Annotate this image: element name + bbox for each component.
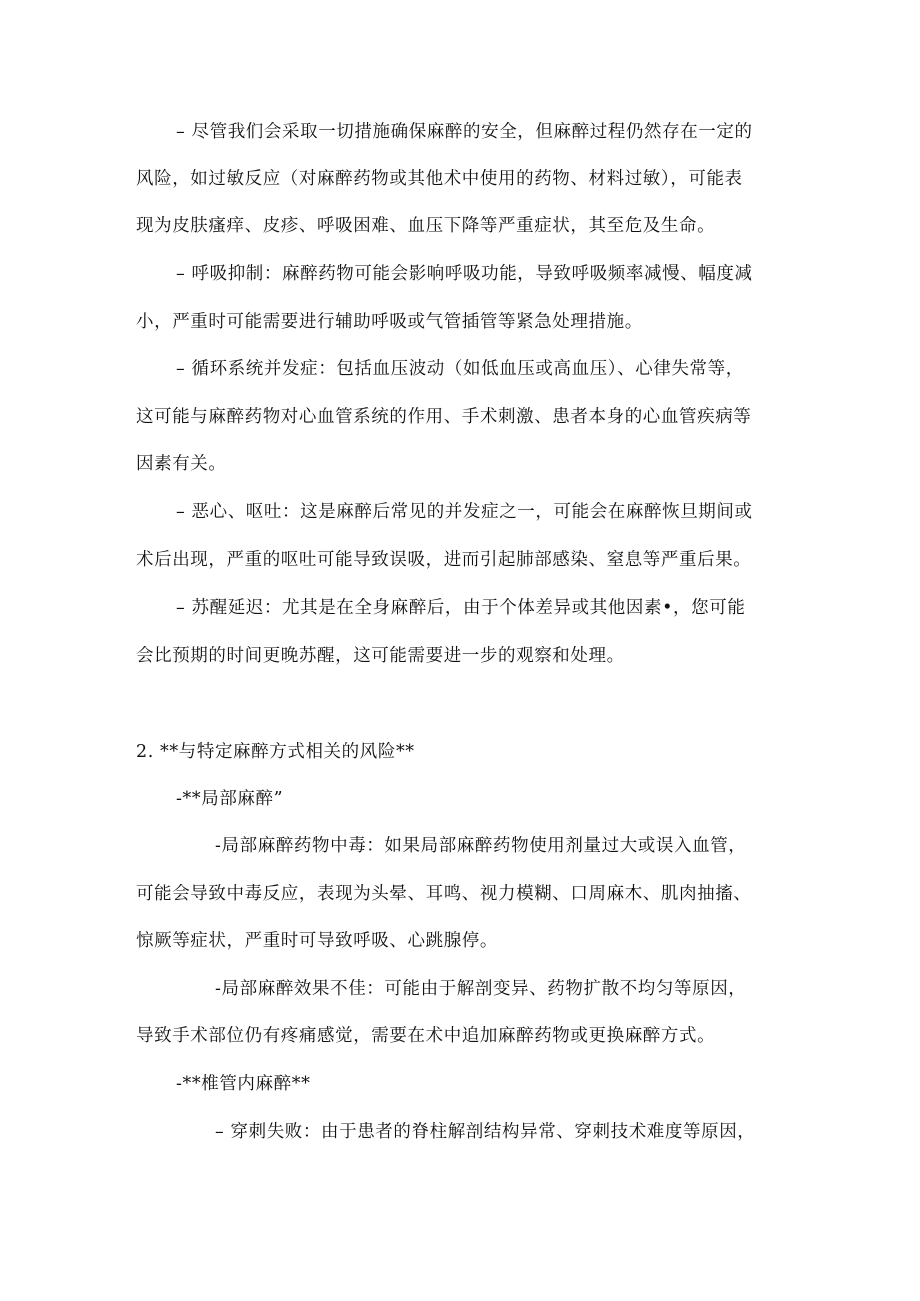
puncture-failure-line-1: – 穿刺失败：由于患者的脊柱解剖结构异常、穿刺技术难度等原因， — [215, 1122, 756, 1142]
allergy-line-2: 风险，如过敏反应（对麻醉药物或其他术中使用的药物、材料过敏），可能表 — [136, 169, 743, 189]
nausea-line-2: 术后出现，严重的呕吐可能导致误吸，进而引起肺部感染、窒息等严重后果。 — [136, 550, 752, 570]
local-ineffective-line-1: -局部麻醉效果不佳：可能由于解剖变异、药物扩散不均匀等原因， — [215, 979, 747, 999]
circulatory-line-2: 这可能与麻醉药物对心血管系统的作用、手术刺激、患者本身的心血管疾病等 — [136, 407, 752, 427]
respiratory-line-1: – 呼吸抑制：麻醉药物可能会影响呼吸功能，导致呼吸频率减慢、幅度减 — [176, 264, 753, 284]
respiratory-line-2: 小，严重时可能需要进行辅助呼吸或气管插管等紧急处理措施。 — [136, 312, 643, 332]
circulatory-line-3: 因素有关。 — [136, 454, 227, 474]
local-toxicity-line-2: 可能会导致中毒反应，表现为头晕、耳鸣、视力模糊、口周麻木、肌肉抽搐、 — [136, 884, 752, 904]
allergy-line-1: – 尽管我们会采取一切措施确保麻醉的安全，但麻醉过程仍然存在一定的 — [176, 122, 753, 142]
local-ineffective-line-2: 导致手术部位仍有疼痛感觉，需要在术中追加麻醉药物或更换麻醉方式。 — [136, 1026, 716, 1046]
local-anesthesia-heading: -**局部麻醉” — [176, 789, 284, 809]
delayed-recovery-line-1: – 苏醒延迟：尤其是在全身麻醉后，由于个体差异或其他因素•，您可能 — [176, 598, 746, 618]
section-2-heading: 2. **与特定麻醉方式相关的风险** — [136, 742, 415, 762]
circulatory-line-1: – 循环系统并发症：包括血压波动（如低血压或高血压）、心律失常等， — [176, 359, 744, 379]
allergy-line-3: 现为皮肤瘙痒、皮疹、呼吸困难、血压下降等严重症状，其至危及生命。 — [136, 216, 716, 236]
nausea-line-1: – 恶心、呕吐：这是麻醉后常见的并发症之一，可能会在麻醉恢旦期间或 — [176, 502, 753, 522]
intraspinal-anesthesia-heading: -**椎管内麻醉** — [176, 1074, 311, 1094]
local-toxicity-line-1: -局部麻醉药物中毒：如果局部麻醉药物使用剂量过大或误入血管， — [215, 836, 747, 856]
delayed-recovery-line-2: 会比预期的时间更晚苏醒，这可能需要进一步的观察和处理。 — [136, 646, 625, 666]
local-toxicity-line-3: 惊厥等症状，严重时可导致呼吸、心跳腺停。 — [136, 931, 498, 951]
